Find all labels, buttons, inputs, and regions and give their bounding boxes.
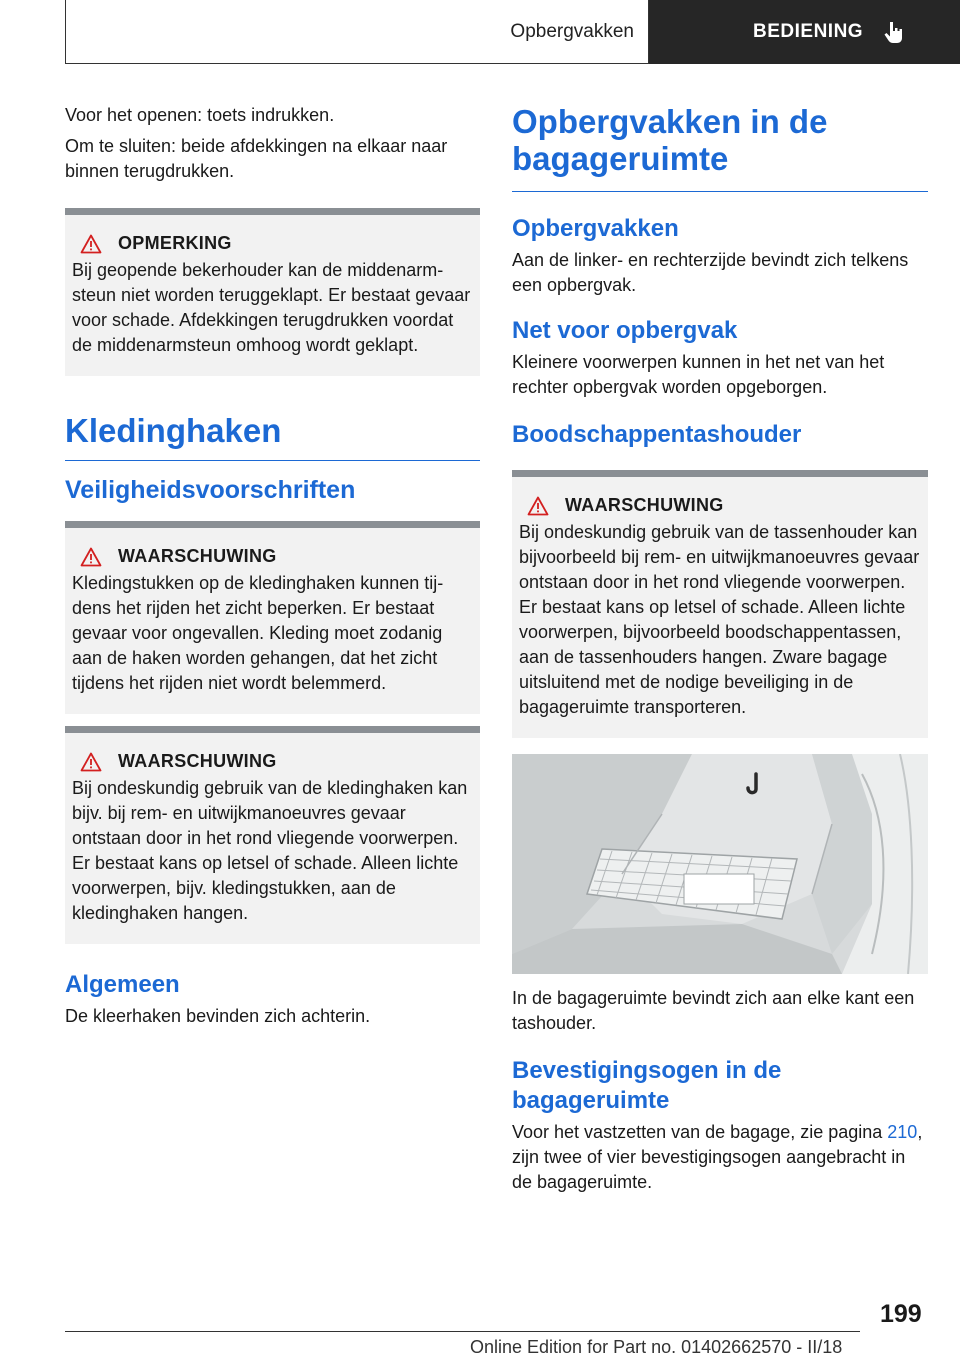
chapter-tab[interactable]: [649, 0, 960, 64]
section-heading: Kledinghaken: [65, 412, 282, 449]
warning-title: [72, 751, 474, 772]
storage-text: Aan de linker- en rechterzijde bevindt zich telkens een opbergvak.: [512, 250, 909, 295]
warning-title-text: WAARSCHUWING: [118, 546, 277, 566]
warning-text: Bij ondeskundig gebruik van de kledinghaken kan bijv. bij rem- en uitwijkmanoeuvres gevaar ontstaan door in het rond vliegende voorwerpen. Er bestaat kans op letsel of schade. Alleen lichte voorwerpen, bijv. kledingstukken, aan de kledinghaken hangen.: [72, 778, 468, 923]
warning-box: [512, 470, 928, 738]
note-text: Bij geopende bekerhouder kan de middenarmsteun niet worden teruggeklapt. Er bestaat gevaar voor schade. Afdekkingen terugdrukken voordat de middenarmsteun omhoog wordt geklapt.: [72, 260, 471, 355]
edition-footer: Online Edition for Part no. 01402662570 - II/18: [470, 1337, 843, 1357]
chapter-label: BEDIENING: [753, 21, 864, 42]
warning-triangle-icon: [527, 496, 549, 516]
section-heading-block: [512, 103, 928, 192]
note-title-text: OPMERKING: [118, 233, 232, 253]
page-number: 199: [880, 1300, 922, 1328]
page-link[interactable]: 210: [887, 1122, 918, 1142]
warning-title-text: WAARSCHUWING: [565, 495, 724, 515]
warning-triangle-icon: [80, 752, 102, 772]
section-heading-block: [65, 412, 480, 461]
warning-triangle-icon: [80, 547, 102, 567]
warning-text: Kledingstukken op de kledinghaken kunnen tijdens het rijden het zicht beperken. Er bestaat gevaar voor ongevallen. Kleding moet zodanig aan de haken worden gehangen, dat het zicht tijdens het rijden niet wordt belemmerd.: [72, 573, 444, 693]
photo-caption: In de bagageruimte bevindt zich aan elke kant een tashouder.: [512, 988, 915, 1033]
warning-title: [519, 495, 922, 516]
eyes-text-before: Voor het vastzetten van de bagage, zie pagina: [512, 1122, 888, 1142]
bag-holder-heading: Boodschappentashouder: [512, 421, 802, 448]
section-title: Opbergvakken: [65, 0, 649, 64]
close-instruction: Om te sluiten: beide afdekkingen na elkaar naar binnen terugdrukken.: [65, 136, 448, 181]
general-text: De kleerhaken bevinden zich achterin.: [65, 1006, 371, 1026]
warning-text: Bij ondeskundig gebruik van de tassenhouder kan bijvoorbeeld bij rem- en uitwijkmanoeuvres gevaar ontstaan door in het rond vliegende voorwerpen. Er bestaat kans op letsel of schade. Alleen lichte voorwerpen, bijvoorbeeld boodschappentassen, aan de tassenhouders hangen. Zware bagage uitsluitend met de nodige beveiliging in de bagageruimte transporteren.: [519, 522, 920, 717]
warning-title-text: WAARSCHUWING: [118, 751, 277, 771]
warning-box-2: [65, 726, 480, 944]
warning-title: [72, 546, 474, 567]
eyes-text: [512, 1120, 928, 1195]
section-heading: Opbergvakken in de bagageruimte: [512, 103, 828, 177]
warning-box-1: [65, 521, 480, 714]
page-header: [65, 0, 960, 64]
general-heading: Algemeen: [65, 971, 180, 998]
open-instruction: Voor het openen: toets indrukken.: [65, 105, 335, 125]
net-text: Kleinere voorwerpen kunnen in het net van het rechter opbergvak worden opgeborgen.: [512, 352, 885, 397]
safety-heading: Veiligheidsvoorschriften: [65, 476, 356, 504]
eyes-text-after: , zijn twee of vier bevestigingsogen aangebracht in de bagageruimte.: [512, 1122, 923, 1192]
left-column: [65, 103, 480, 1035]
trunk-bag-holder-illustration: [512, 754, 928, 974]
note-box: [65, 208, 480, 376]
eyes-heading: Bevestigingsogen in de bagageruimte: [512, 1057, 782, 1114]
storage-heading: Opbergvakken: [512, 215, 679, 242]
warning-triangle-icon: [80, 234, 102, 254]
right-column: [512, 103, 928, 1201]
pointing-hand-icon: [881, 20, 905, 44]
net-heading: Net voor opbergvak: [512, 317, 738, 344]
note-title: [72, 233, 474, 254]
footer-divider: [65, 1331, 860, 1332]
